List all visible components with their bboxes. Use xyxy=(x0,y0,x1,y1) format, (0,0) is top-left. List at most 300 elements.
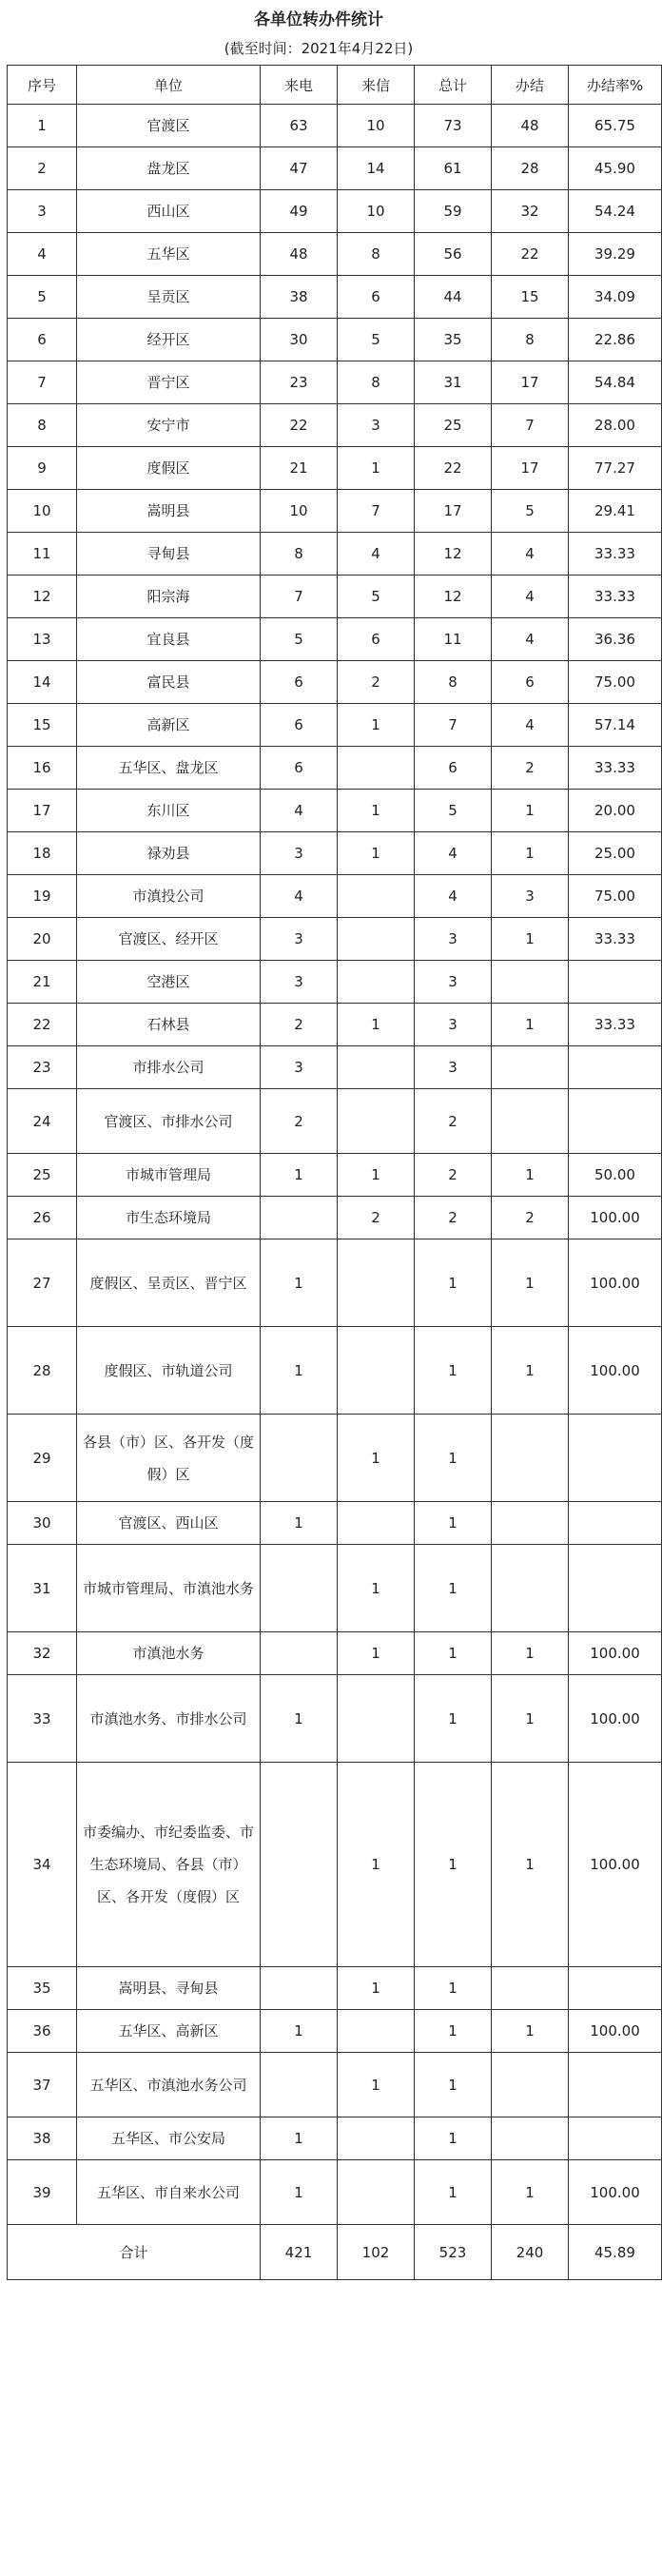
table-row xyxy=(8,533,662,576)
table-row xyxy=(8,661,662,704)
table-row xyxy=(8,747,662,790)
row-letters xyxy=(338,747,415,790)
row-rate: 36.36 xyxy=(569,618,662,661)
header-done: 办结 xyxy=(492,66,569,105)
row-unit: 阳宗海 xyxy=(77,576,261,618)
row-done xyxy=(492,961,569,1004)
table-row xyxy=(8,918,662,961)
row-unit: 度假区、呈贡区、晋宁区 xyxy=(77,1239,261,1327)
row-total: 3 xyxy=(415,1004,492,1046)
row-total: 59 xyxy=(415,190,492,233)
row-rate: 33.33 xyxy=(569,1004,662,1046)
row-done: 1 xyxy=(492,1763,569,1967)
row-done xyxy=(492,2117,569,2160)
table-row xyxy=(8,361,662,404)
row-letters: 1 xyxy=(338,1632,415,1675)
row-done: 4 xyxy=(492,576,569,618)
row-letters xyxy=(338,1675,415,1763)
row-done: 22 xyxy=(492,233,569,276)
row-unit: 市生态环境局 xyxy=(77,1197,261,1239)
table-row xyxy=(8,704,662,747)
row-letters xyxy=(338,1327,415,1415)
row-no: 21 xyxy=(8,961,77,1004)
row-letters: 1 xyxy=(338,1004,415,1046)
row-total: 5 xyxy=(415,790,492,832)
row-done: 4 xyxy=(492,618,569,661)
row-calls: 3 xyxy=(261,832,338,875)
row-letters: 10 xyxy=(338,190,415,233)
row-calls xyxy=(261,1763,338,1967)
row-done: 5 xyxy=(492,490,569,533)
row-letters: 7 xyxy=(338,490,415,533)
row-no: 37 xyxy=(8,2053,77,2117)
cutoff-date: (截至时间：2021年4月22日) xyxy=(224,40,414,57)
row-total: 1 xyxy=(415,1415,492,1502)
row-done: 4 xyxy=(492,533,569,576)
row-total: 4 xyxy=(415,875,492,918)
row-rate: 45.90 xyxy=(569,147,662,190)
table-row xyxy=(8,319,662,361)
row-rate: 100.00 xyxy=(569,1675,662,1763)
row-done: 48 xyxy=(492,105,569,147)
row-calls: 47 xyxy=(261,147,338,190)
row-total: 12 xyxy=(415,576,492,618)
table-row xyxy=(8,105,662,147)
row-no: 26 xyxy=(8,1197,77,1239)
row-done: 1 xyxy=(492,1154,569,1197)
table-row xyxy=(8,1089,662,1154)
row-no: 3 xyxy=(8,190,77,233)
row-unit: 经开区 xyxy=(77,319,261,361)
total-rate: 45.89 xyxy=(569,2225,662,2280)
row-unit: 市滇池水务 xyxy=(77,1632,261,1675)
row-total: 25 xyxy=(415,404,492,447)
table-row xyxy=(8,1004,662,1046)
row-unit: 西山区 xyxy=(77,190,261,233)
row-total: 1 xyxy=(415,1632,492,1675)
table-row xyxy=(8,1046,662,1089)
row-total: 1 xyxy=(415,1239,492,1327)
row-rate: 100.00 xyxy=(569,2160,662,2225)
row-calls: 2 xyxy=(261,1089,338,1154)
header-unit: 单位 xyxy=(77,66,261,105)
row-unit: 五华区、市公安局 xyxy=(77,2117,261,2160)
table-row xyxy=(8,447,662,490)
row-rate xyxy=(569,1502,662,1545)
row-calls: 10 xyxy=(261,490,338,533)
row-calls: 6 xyxy=(261,704,338,747)
row-letters xyxy=(338,1046,415,1089)
row-done: 2 xyxy=(492,747,569,790)
row-no: 10 xyxy=(8,490,77,533)
table-row xyxy=(8,1415,662,1502)
row-no: 13 xyxy=(8,618,77,661)
row-rate: 39.29 xyxy=(569,233,662,276)
table-row xyxy=(8,2053,662,2117)
row-done: 1 xyxy=(492,2010,569,2053)
row-rate: 100.00 xyxy=(569,1632,662,1675)
header-row xyxy=(8,66,662,105)
row-no: 16 xyxy=(8,747,77,790)
total-total: 523 xyxy=(415,2225,492,2280)
row-rate: 33.33 xyxy=(569,918,662,961)
row-letters: 14 xyxy=(338,147,415,190)
row-no: 5 xyxy=(8,276,77,319)
row-letters xyxy=(338,961,415,1004)
row-calls: 1 xyxy=(261,1154,338,1197)
row-rate: 20.00 xyxy=(569,790,662,832)
table-row xyxy=(8,404,662,447)
row-rate: 100.00 xyxy=(569,1763,662,1967)
row-unit: 富民县 xyxy=(77,661,261,704)
row-letters: 5 xyxy=(338,319,415,361)
row-total: 2 xyxy=(415,1154,492,1197)
row-total: 73 xyxy=(415,105,492,147)
row-unit: 市委编办、市纪委监委、市生态环境局、各县（市）区、各开发（度假）区 xyxy=(77,1763,261,1967)
row-unit: 呈贡区 xyxy=(77,276,261,319)
row-done: 17 xyxy=(492,447,569,490)
row-letters xyxy=(338,875,415,918)
row-no: 29 xyxy=(8,1415,77,1502)
row-total: 1 xyxy=(415,2160,492,2225)
row-total: 2 xyxy=(415,1089,492,1154)
row-total: 1 xyxy=(415,1327,492,1415)
row-letters: 1 xyxy=(338,1545,415,1632)
table-row xyxy=(8,1197,662,1239)
total-label: 合计 xyxy=(8,2225,261,2280)
row-calls: 21 xyxy=(261,447,338,490)
row-letters: 1 xyxy=(338,832,415,875)
row-no: 17 xyxy=(8,790,77,832)
total-letters: 102 xyxy=(338,2225,415,2280)
row-rate: 33.33 xyxy=(569,533,662,576)
row-rate xyxy=(569,961,662,1004)
row-calls: 7 xyxy=(261,576,338,618)
row-total: 3 xyxy=(415,1046,492,1089)
row-letters xyxy=(338,1502,415,1545)
row-done: 1 xyxy=(492,1327,569,1415)
row-total: 1 xyxy=(415,1675,492,1763)
statistics-table xyxy=(7,65,662,2280)
row-calls: 1 xyxy=(261,1239,338,1327)
row-total: 31 xyxy=(415,361,492,404)
row-calls: 1 xyxy=(261,1327,338,1415)
row-no: 34 xyxy=(8,1763,77,1967)
table-row xyxy=(8,790,662,832)
row-unit: 市滇投公司 xyxy=(77,875,261,918)
table-row xyxy=(8,190,662,233)
row-letters: 1 xyxy=(338,1154,415,1197)
row-unit: 市滇池水务、市排水公司 xyxy=(77,1675,261,1763)
row-unit: 空港区 xyxy=(77,961,261,1004)
row-no: 23 xyxy=(8,1046,77,1089)
row-unit: 安宁市 xyxy=(77,404,261,447)
table-row xyxy=(8,1239,662,1327)
row-calls: 22 xyxy=(261,404,338,447)
row-done: 3 xyxy=(492,875,569,918)
table-row xyxy=(8,961,662,1004)
table-row xyxy=(8,490,662,533)
total-calls: 421 xyxy=(261,2225,338,2280)
row-letters: 1 xyxy=(338,1763,415,1967)
row-total: 1 xyxy=(415,2010,492,2053)
row-letters: 1 xyxy=(338,447,415,490)
row-rate xyxy=(569,1089,662,1154)
header-total: 总计 xyxy=(415,66,492,105)
row-rate: 33.33 xyxy=(569,576,662,618)
row-calls: 38 xyxy=(261,276,338,319)
row-total: 1 xyxy=(415,1545,492,1632)
row-rate: 100.00 xyxy=(569,2010,662,2053)
row-letters: 1 xyxy=(338,790,415,832)
row-letters: 1 xyxy=(338,1415,415,1502)
row-calls: 2 xyxy=(261,1004,338,1046)
row-unit: 石林县 xyxy=(77,1004,261,1046)
row-calls: 6 xyxy=(261,747,338,790)
table-row xyxy=(8,233,662,276)
row-rate xyxy=(569,2117,662,2160)
row-letters: 8 xyxy=(338,361,415,404)
row-no: 30 xyxy=(8,1502,77,1545)
row-letters: 1 xyxy=(338,2053,415,2117)
row-total: 35 xyxy=(415,319,492,361)
row-no: 8 xyxy=(8,404,77,447)
row-total: 17 xyxy=(415,490,492,533)
row-calls xyxy=(261,1415,338,1502)
table-row xyxy=(8,2010,662,2053)
row-unit: 五华区、市滇池水务公司 xyxy=(77,2053,261,2117)
row-calls xyxy=(261,2053,338,2117)
row-rate: 100.00 xyxy=(569,1327,662,1415)
row-total: 1 xyxy=(415,1763,492,1967)
row-no: 14 xyxy=(8,661,77,704)
header-rate: 办结率% xyxy=(569,66,662,105)
row-letters xyxy=(338,1089,415,1154)
row-no: 2 xyxy=(8,147,77,190)
row-calls: 3 xyxy=(261,1046,338,1089)
row-calls: 23 xyxy=(261,361,338,404)
table-row xyxy=(8,1632,662,1675)
row-calls: 6 xyxy=(261,661,338,704)
row-unit: 五华区、市自来水公司 xyxy=(77,2160,261,2225)
row-rate: 75.00 xyxy=(569,875,662,918)
row-no: 28 xyxy=(8,1327,77,1415)
row-no: 12 xyxy=(8,576,77,618)
table-row xyxy=(8,1545,662,1632)
table-row xyxy=(8,1154,662,1197)
row-done xyxy=(492,1046,569,1089)
row-rate: 54.24 xyxy=(569,190,662,233)
row-no: 15 xyxy=(8,704,77,747)
row-rate xyxy=(569,1967,662,2010)
row-calls xyxy=(261,1632,338,1675)
row-done: 1 xyxy=(492,790,569,832)
row-rate: 29.41 xyxy=(569,490,662,533)
table-row xyxy=(8,2160,662,2225)
row-done: 7 xyxy=(492,404,569,447)
row-done: 15 xyxy=(492,276,569,319)
row-no: 31 xyxy=(8,1545,77,1632)
header-letters: 来信 xyxy=(338,66,415,105)
row-unit: 盘龙区 xyxy=(77,147,261,190)
row-calls xyxy=(261,1967,338,2010)
page-title: 各单位转办件统计 xyxy=(254,10,383,29)
row-no: 32 xyxy=(8,1632,77,1675)
row-no: 25 xyxy=(8,1154,77,1197)
row-calls: 8 xyxy=(261,533,338,576)
row-letters: 10 xyxy=(338,105,415,147)
row-letters: 5 xyxy=(338,576,415,618)
row-rate xyxy=(569,1046,662,1089)
row-total: 1 xyxy=(415,1967,492,2010)
row-done: 17 xyxy=(492,361,569,404)
row-letters xyxy=(338,2160,415,2225)
row-unit: 五华区、高新区 xyxy=(77,2010,261,2053)
row-rate xyxy=(569,2053,662,2117)
table-row xyxy=(8,147,662,190)
row-no: 6 xyxy=(8,319,77,361)
table-row xyxy=(8,276,662,319)
row-no: 1 xyxy=(8,105,77,147)
row-no: 19 xyxy=(8,875,77,918)
row-unit: 官渡区 xyxy=(77,105,261,147)
row-done: 1 xyxy=(492,1632,569,1675)
row-total: 8 xyxy=(415,661,492,704)
total-done: 240 xyxy=(492,2225,569,2280)
row-no: 38 xyxy=(8,2117,77,2160)
row-no: 36 xyxy=(8,2010,77,2053)
row-done xyxy=(492,1967,569,2010)
row-done: 1 xyxy=(492,2160,569,2225)
row-total: 3 xyxy=(415,961,492,1004)
row-no: 39 xyxy=(8,2160,77,2225)
row-rate: 28.00 xyxy=(569,404,662,447)
row-total: 61 xyxy=(415,147,492,190)
row-total: 2 xyxy=(415,1197,492,1239)
row-rate: 33.33 xyxy=(569,747,662,790)
row-unit: 东川区 xyxy=(77,790,261,832)
row-calls: 1 xyxy=(261,2160,338,2225)
row-no: 4 xyxy=(8,233,77,276)
row-rate: 75.00 xyxy=(569,661,662,704)
row-total: 6 xyxy=(415,747,492,790)
row-rate xyxy=(569,1545,662,1632)
row-letters: 3 xyxy=(338,404,415,447)
row-done: 1 xyxy=(492,832,569,875)
row-unit: 五华区、盘龙区 xyxy=(77,747,261,790)
row-total: 7 xyxy=(415,704,492,747)
row-unit: 嵩明县 xyxy=(77,490,261,533)
row-rate xyxy=(569,1415,662,1502)
row-calls: 30 xyxy=(261,319,338,361)
row-no: 35 xyxy=(8,1967,77,2010)
row-letters: 6 xyxy=(338,276,415,319)
row-calls: 1 xyxy=(261,2010,338,2053)
row-unit: 高新区 xyxy=(77,704,261,747)
row-unit: 宜良县 xyxy=(77,618,261,661)
row-letters: 1 xyxy=(338,1967,415,2010)
row-unit: 度假区 xyxy=(77,447,261,490)
row-rate: 22.86 xyxy=(569,319,662,361)
row-done: 8 xyxy=(492,319,569,361)
row-total: 3 xyxy=(415,918,492,961)
row-unit: 晋宁区 xyxy=(77,361,261,404)
row-rate: 54.84 xyxy=(569,361,662,404)
row-total: 56 xyxy=(415,233,492,276)
row-done xyxy=(492,1545,569,1632)
row-unit: 五华区 xyxy=(77,233,261,276)
row-done: 32 xyxy=(492,190,569,233)
table-row xyxy=(8,1502,662,1545)
row-no: 11 xyxy=(8,533,77,576)
row-done xyxy=(492,1089,569,1154)
table-row xyxy=(8,875,662,918)
row-total: 1 xyxy=(415,1502,492,1545)
row-done: 1 xyxy=(492,1004,569,1046)
row-no: 7 xyxy=(8,361,77,404)
table-row xyxy=(8,1763,662,1967)
row-total: 12 xyxy=(415,533,492,576)
row-calls: 1 xyxy=(261,1502,338,1545)
row-done xyxy=(492,2053,569,2117)
row-done: 28 xyxy=(492,147,569,190)
row-no: 27 xyxy=(8,1239,77,1327)
row-total: 44 xyxy=(415,276,492,319)
row-calls: 4 xyxy=(261,790,338,832)
row-letters: 2 xyxy=(338,1197,415,1239)
row-letters: 8 xyxy=(338,233,415,276)
row-letters: 1 xyxy=(338,704,415,747)
row-rate: 25.00 xyxy=(569,832,662,875)
row-rate: 100.00 xyxy=(569,1239,662,1327)
row-unit: 嵩明县、寻甸县 xyxy=(77,1967,261,2010)
row-unit: 市排水公司 xyxy=(77,1046,261,1089)
row-done: 2 xyxy=(492,1197,569,1239)
row-calls: 49 xyxy=(261,190,338,233)
row-calls: 1 xyxy=(261,1675,338,1763)
row-unit: 官渡区、经开区 xyxy=(77,918,261,961)
row-calls xyxy=(261,1197,338,1239)
row-done xyxy=(492,1415,569,1502)
row-done: 1 xyxy=(492,1239,569,1327)
row-calls xyxy=(261,1545,338,1632)
row-letters xyxy=(338,2117,415,2160)
row-unit: 度假区、市轨道公司 xyxy=(77,1327,261,1415)
row-total: 1 xyxy=(415,2117,492,2160)
row-unit: 市城市管理局、市滇池水务 xyxy=(77,1545,261,1632)
row-done: 1 xyxy=(492,1675,569,1763)
row-done: 6 xyxy=(492,661,569,704)
table-row xyxy=(8,618,662,661)
row-done: 1 xyxy=(492,918,569,961)
row-rate: 34.09 xyxy=(569,276,662,319)
table-row xyxy=(8,1967,662,2010)
table-row xyxy=(8,832,662,875)
row-total: 11 xyxy=(415,618,492,661)
row-done xyxy=(492,1502,569,1545)
table-row xyxy=(8,1327,662,1415)
row-unit: 寻甸县 xyxy=(77,533,261,576)
row-unit: 禄劝县 xyxy=(77,832,261,875)
row-unit: 市城市管理局 xyxy=(77,1154,261,1197)
row-no: 18 xyxy=(8,832,77,875)
row-rate: 57.14 xyxy=(569,704,662,747)
table-row xyxy=(8,1675,662,1763)
row-rate: 50.00 xyxy=(569,1154,662,1197)
row-calls: 3 xyxy=(261,918,338,961)
row-no: 24 xyxy=(8,1089,77,1154)
row-unit: 官渡区、市排水公司 xyxy=(77,1089,261,1154)
